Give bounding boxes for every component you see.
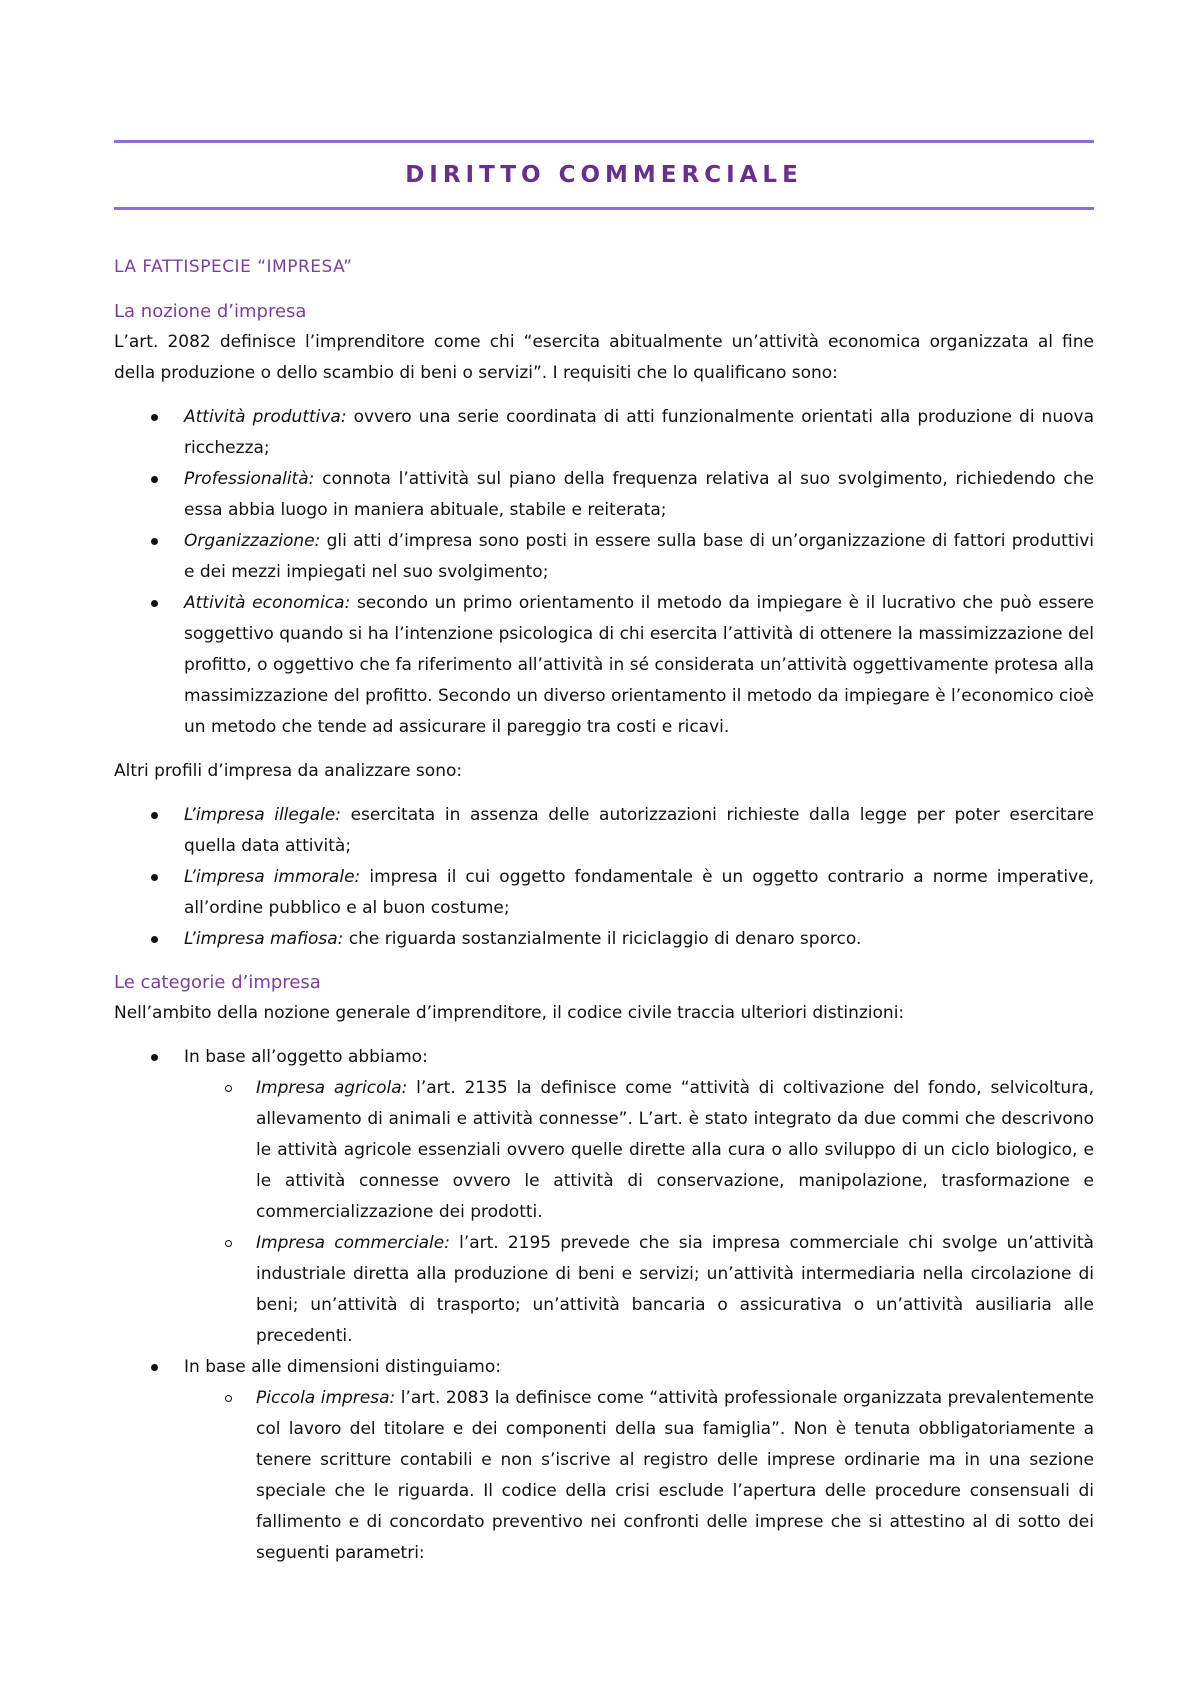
list-item-text: ovvero una serie coordinata di atti funzionalmente orientati alla produzione di nuova ricchezza; [184, 407, 1094, 458]
categorie-list [114, 1042, 1094, 1569]
list-item-term: L’impresa illegale: [184, 805, 341, 825]
list-item [184, 1042, 1094, 1352]
list-item-term: Attività economica: [184, 593, 351, 613]
list-item [184, 800, 1094, 862]
list-item-term: L’impresa immorale: [184, 867, 361, 887]
sublist-item-term: Impresa agricola: [256, 1078, 408, 1098]
list-item [184, 1352, 1094, 1569]
sublist-item-text: l’art. 2195 prevede che sia impresa commerciale chi svolge un’attività industriale diretta alla produzione di beni e servizi; un’attività intermediaria nella circolazione di beni; un’attività di trasporto; un’attività bancaria o assicurativa o un’attività ausiliaria alle precedenti. [256, 1233, 1094, 1346]
list-item-label: In base alle dimensioni distinguiamo: [184, 1357, 501, 1377]
list-item-label: In base all’oggetto abbiamo: [184, 1047, 428, 1067]
list-item-text: che riguarda sostanzialmente il riciclaggio di denaro sporco. [343, 929, 862, 949]
list-item-term: Organizzazione: [184, 531, 321, 551]
list-item-term: Attività produttiva: [184, 407, 347, 427]
requisiti-list [114, 402, 1094, 743]
sublist-item-term: Impresa commerciale: [256, 1233, 450, 1253]
list-item [184, 464, 1094, 526]
list-item [184, 924, 1094, 955]
sublist-item-text: l’art. 2083 la definisce come “attività professionale organizzata prevalentemente col lavoro del titolare e dei componenti della sua famiglia”. Non è tenuta obbligatoriamente a tenere scritture contabili e non s’iscrive al registro delle imprese ordinarie ma in una sezione speciale che le riguarda. Il codice della crisi esclude l’apertura delle procedure consensuali di fallimento e di concordato preventivo nei confronti delle imprese che si attestino al di sotto dei seguenti parametri: [256, 1388, 1094, 1563]
sublist-item-term: Piccola impresa: [256, 1388, 396, 1408]
list-item [184, 588, 1094, 743]
paragraph-nozione-intro: L’art. 2082 definisce l’imprenditore come chi “esercita abitualmente un’attività economica organizzata al fine della produzione o dello scambio di beni o servizi”. I requisiti che lo qualificano sono: [114, 332, 1094, 383]
list-item-text: secondo un primo orientamento il metodo da impiegare è il lucrativo che può essere soggettivo quando si ha l’intenzione psicologica di chi esercita l’attività di ottenere la massimizzazione del profitto, o oggettivo che fa riferimento all’attività in sé considerata un’attività oggettivamente protesa alla massimizzazione del profitto. Secondo un diverso orientamento il metodo da impiegare è l’economico cioè un metodo che tende ad assicurare il pareggio tra costi e ricavi. [184, 593, 1094, 737]
altri-profili-list [114, 800, 1094, 955]
list-item-text: connota l’attività sul piano della frequenza relativa al suo svolgimento, richiedendo che essa abbia luogo in maniera abituale, stabile e reiterata; [184, 469, 1094, 520]
list-item-term: L’impresa mafiosa: [184, 929, 344, 949]
section-heading: LA FATTISPECIE “IMPRESA” [114, 257, 353, 277]
list-item-text: gli atti d’impresa sono posti in essere sulla base di un’organizzazione di fattori produttivi e dei mezzi impiegati nel suo svolgimento; [184, 531, 1094, 582]
sublist-item [256, 1228, 1094, 1352]
list-item [184, 402, 1094, 464]
sublist-item [256, 1073, 1094, 1228]
subsection-heading-categorie: Le categorie d’impresa [114, 972, 321, 993]
document-title: DIRITTO COMMERCIALE [405, 162, 803, 188]
paragraph-altri-intro: Altri profili d’impresa da analizzare sono: [114, 761, 463, 781]
list-item [184, 862, 1094, 924]
paragraph-categorie-intro: Nell’ambito della nozione generale d’imprenditore, il codice civile traccia ulteriori distinzioni: [114, 1003, 905, 1023]
sublist-item [256, 1383, 1094, 1569]
dimensioni-sublist [184, 1383, 1094, 1569]
sublist-item-text: l’art. 2135 la definisce come “attività di coltivazione del fondo, selvicoltura, allevamento di animali e attività connesse”. L’art. è stato integrato da due commi che descrivono le attività agricole essenziali ovvero quelle dirette alla cura o allo sviluppo di un ciclo biologico, e le attività connesse ovvero le attività di conservazione, manipolazione, trasformazione e commercializzazione dei prodotti. [256, 1078, 1094, 1222]
list-item-text: impresa il cui oggetto fondamentale è un oggetto contrario a norme imperative, all’ordine pubblico e al buon costume; [184, 867, 1094, 918]
list-item [184, 526, 1094, 588]
list-item-text: esercitata in assenza delle autorizzazioni richieste dalla legge per poter esercitare quella data attività; [184, 805, 1094, 856]
subsection-heading-nozione: La nozione d’impresa [114, 301, 307, 322]
list-item-term: Professionalità: [184, 469, 315, 489]
title-banner [114, 140, 1094, 210]
oggetto-sublist [184, 1073, 1094, 1352]
